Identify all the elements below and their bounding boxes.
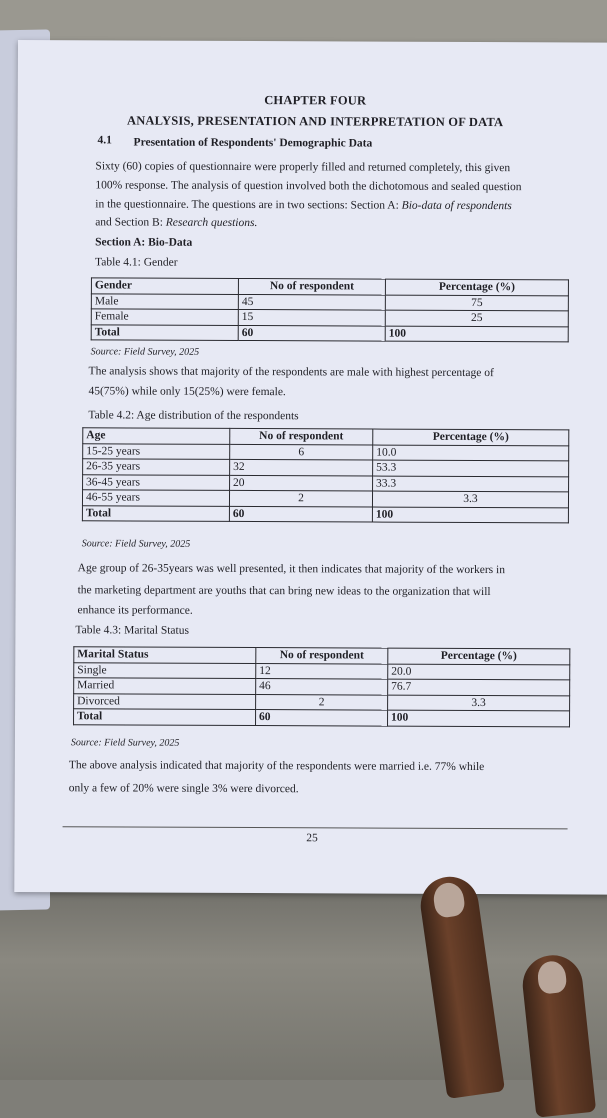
intro-line-1: Sixty (60) copies of questionnaire were properly filled and returned completely, this given — [95, 160, 511, 175]
table-cell: Male — [91, 293, 238, 309]
table-cell: 20 — [230, 475, 373, 491]
table-cell: 33.3 — [373, 476, 569, 492]
footer-rule — [63, 826, 568, 829]
table-cell: 60 — [238, 325, 385, 341]
table-cell: 26-35 years — [83, 459, 230, 475]
table-header: Age — [83, 428, 230, 444]
table-cell: 60 — [229, 506, 372, 522]
table-header: Marital Status — [74, 647, 256, 663]
table-header: No of respondent — [256, 648, 388, 664]
section-a-heading: Section A: Bio-Data — [95, 236, 193, 249]
table-cell: 45 — [238, 294, 385, 310]
table-header: Percentage (%) — [388, 648, 570, 664]
table3-caption: Table 4.3: Marital Status — [75, 624, 189, 637]
table-cell: 60 — [256, 710, 388, 726]
table2-source: Source: Field Survey, 2025 — [81, 538, 191, 550]
table-cell: Divorced — [74, 693, 256, 709]
analysis2-line-2: the marketing department are youths that can bring new ideas to the organization that will — [77, 584, 491, 599]
table-cell: 2 — [229, 490, 372, 506]
table-cell: 100 — [385, 326, 568, 342]
table-header: No of respondent — [238, 278, 385, 294]
table-cell: 20.0 — [388, 664, 570, 680]
chapter-heading: ANALYSIS, PRESENTATION AND INTERPRETATION OF DATA — [126, 113, 504, 130]
analysis3-line-1: The above analysis indicated that majority of the respondents were married i.e. 77% while — [68, 759, 485, 774]
table-cell: 36-45 years — [83, 474, 230, 490]
table-cell: 76.7 — [388, 679, 570, 695]
table-total-row — [82, 505, 568, 523]
marital-status-table — [73, 646, 570, 727]
table1-source: Source: Field Survey, 2025 — [90, 346, 200, 358]
gender-table — [91, 277, 569, 342]
table-total-row — [74, 709, 570, 727]
analysis3-line-2: only a few of 20% were single 3% were divorced. — [68, 782, 299, 796]
page-number: 25 — [306, 832, 318, 845]
table-cell: 2 — [256, 694, 388, 710]
table2-caption: Table 4.2: Age distribution of the respondents — [88, 409, 299, 423]
intro-line-4: and Section B: Research questions. — [95, 216, 258, 230]
analysis1-line-1: The analysis shows that majority of the respondents are male with highest percentage of — [88, 365, 494, 380]
table-header: Percentage (%) — [385, 279, 568, 295]
table-cell: Total — [91, 324, 238, 340]
table-cell: 3.3 — [388, 695, 570, 711]
table-cell: 75 — [385, 295, 568, 311]
table3-source: Source: Field Survey, 2025 — [70, 737, 180, 749]
table-cell: Total — [74, 709, 256, 725]
document-page — [14, 40, 607, 895]
section-number: 4.1 — [97, 134, 112, 147]
table-cell: 100 — [388, 710, 570, 726]
analysis2-line-1: Age group of 26-35years was well presented, it then indicates that majority of the workers in — [77, 562, 506, 577]
table-cell: Single — [74, 662, 256, 678]
table-cell: 32 — [230, 459, 373, 475]
table-cell: 46 — [256, 679, 388, 695]
table-cell: 6 — [230, 444, 373, 460]
table-cell: 25 — [385, 310, 568, 326]
table-cell: 15 — [238, 309, 385, 325]
table-header-row — [74, 647, 570, 665]
analysis1-line-2: 45(75%) while only 15(25%) were female. — [88, 385, 286, 399]
analysis2-line-3: enhance its performance. — [77, 604, 193, 617]
intro-line-3: in the questionnaire. The questions are in two sections: Section A: Bio-data of respondents — [95, 198, 512, 213]
table-cell: Total — [82, 505, 229, 521]
table-cell: 10.0 — [373, 445, 569, 461]
table-total-row — [91, 324, 568, 342]
background-surface — [0, 880, 607, 1080]
table-cell: 53.3 — [373, 460, 569, 476]
table-cell: Married — [74, 678, 256, 694]
table-cell: 12 — [256, 663, 388, 679]
table-cell: 15-25 years — [83, 443, 230, 459]
fingernail — [432, 881, 466, 919]
table1-caption: Table 4.1: Gender — [95, 256, 178, 269]
table-header: Percentage (%) — [373, 429, 569, 445]
table-cell: 3.3 — [372, 491, 568, 507]
table-header: Gender — [91, 278, 238, 294]
table-cell: 100 — [372, 507, 568, 523]
chapter-title: CHAPTER FOUR — [264, 93, 367, 108]
age-table — [82, 427, 569, 523]
table-cell: 46-55 years — [82, 490, 229, 506]
table-cell: Female — [91, 309, 238, 325]
section-title: Presentation of Respondents' Demographic Data — [133, 136, 373, 150]
intro-line-2: 100% response. The analysis of question involved both the dichotomous and sealed question — [95, 179, 522, 194]
table-header: No of respondent — [230, 428, 373, 444]
fingernail — [536, 960, 567, 995]
